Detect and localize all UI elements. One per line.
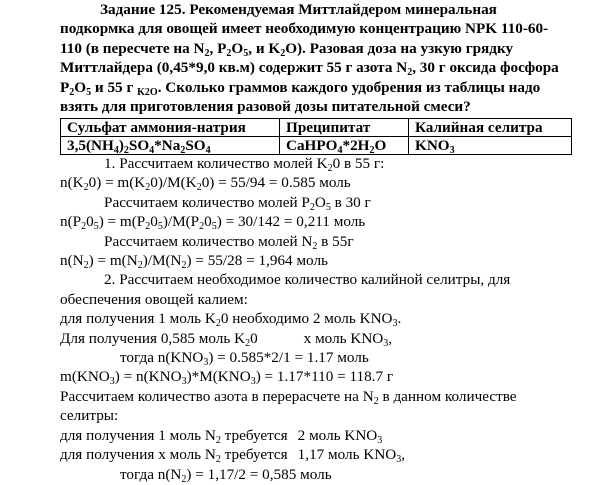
task-line-5: $P_2O_5$ и 55 г $_{K2O}$. Сколько граммов каждого удобрения из таблицы надо <box>60 78 541 98</box>
solution-line: обеспечения овощей калием: <box>60 290 248 308</box>
task-label: Задание 125 <box>100 1 182 18</box>
task-line-1: Задание 125. Рекомендуемая Миттлайдером минеральная <box>100 1 497 18</box>
solution-line: $n(N_2) = m(N_2)/M(N_2) = 55/28 = 1,964$ моль <box>60 252 328 272</box>
solution-line: 2. Рассчитаем необходимое количество калийной селитры, для <box>104 271 511 289</box>
solution-line: тогда $n(KNO_3) = 0.585*2/1 = 1.17$ моль <box>120 349 369 369</box>
table-row <box>61 137 572 155</box>
header-potassium-nitrate: Калийная селитра <box>409 119 572 137</box>
solution-line: для получения 1 моль $N_2$ требуется 2 моль $KNO_3$ <box>60 426 383 446</box>
solution-line: Для получения 0,585 моль $K_20$ x моль $KNO_3$, <box>60 329 393 349</box>
task-line-4: Миттлайдера (0,45*9,0 кв.м) содержит 55 г азота $N_2$, 30 г оксида фосфора <box>60 59 559 79</box>
solution-line: 1. Рассчитаем количество молей $K_20$ в 55 г: <box>104 155 385 174</box>
fertilizer-table <box>60 118 572 155</box>
solution-line: Рассчитаем количество молей $N_2$ в 55г <box>104 232 354 252</box>
solution-line: $m(KNO_3) = n(KNO_3)*M(KNO_3) = 1.17*110 = 118.7$ г <box>60 368 394 388</box>
task-line-2: подкормка для овощей имеет необходимую концентрацию NPK 110-60- <box>60 20 549 38</box>
formula-ammonium-sodium-sulfate: $3,5(NH_4)_2SO_4*Na_2SO_4$ <box>61 137 280 155</box>
solution-line: $n(K_20) = m(K_20)/M(K_20) = 55/94 = 0.585$ моль <box>60 174 351 194</box>
task-line-3: 110 (в пересчете на $N_2$, $P_2O_5$, и $K_2O$). Разовая доза на узкую грядку <box>60 39 514 59</box>
solution-line: Рассчитаем количество молей $P_2O_5$ в 30 г <box>104 193 371 213</box>
task-line-6: взять для приготовления разовой дозы питательной смеси? <box>60 98 471 116</box>
solution-line: для получения 1 моль $K_20$ необходимо 2 моль $KNO_3$. <box>60 310 402 330</box>
formula-potassium-nitrate: $KNO_3$ <box>409 137 572 155</box>
header-ammonium-sodium-sulfate: Сульфат аммония-натрия <box>61 119 280 137</box>
table-row <box>61 119 572 137</box>
solution-text <box>60 154 605 484</box>
solution-line: тогда $n(N_2) = 1,17/2 = 0,585$ моль <box>120 465 332 485</box>
solution-line: $n(P_20_5) = m(P_20_5)/M(P_20_5) = 30/142 = 0,211$ моль <box>60 213 366 233</box>
solution-line: селитры: <box>60 407 119 425</box>
solution-line: для получения х моль $N_2$ требуется 1,17 моль $KNO_3$, <box>60 446 406 466</box>
solution-line: Рассчитаем количество азота в перерасчете на $N_2$ в данном количестве <box>60 387 517 407</box>
task-statement <box>60 0 605 116</box>
formula-precipitate: $CaHPO_4*2H_2O$ <box>280 137 409 155</box>
header-precipitate: Преципитат <box>280 119 409 137</box>
